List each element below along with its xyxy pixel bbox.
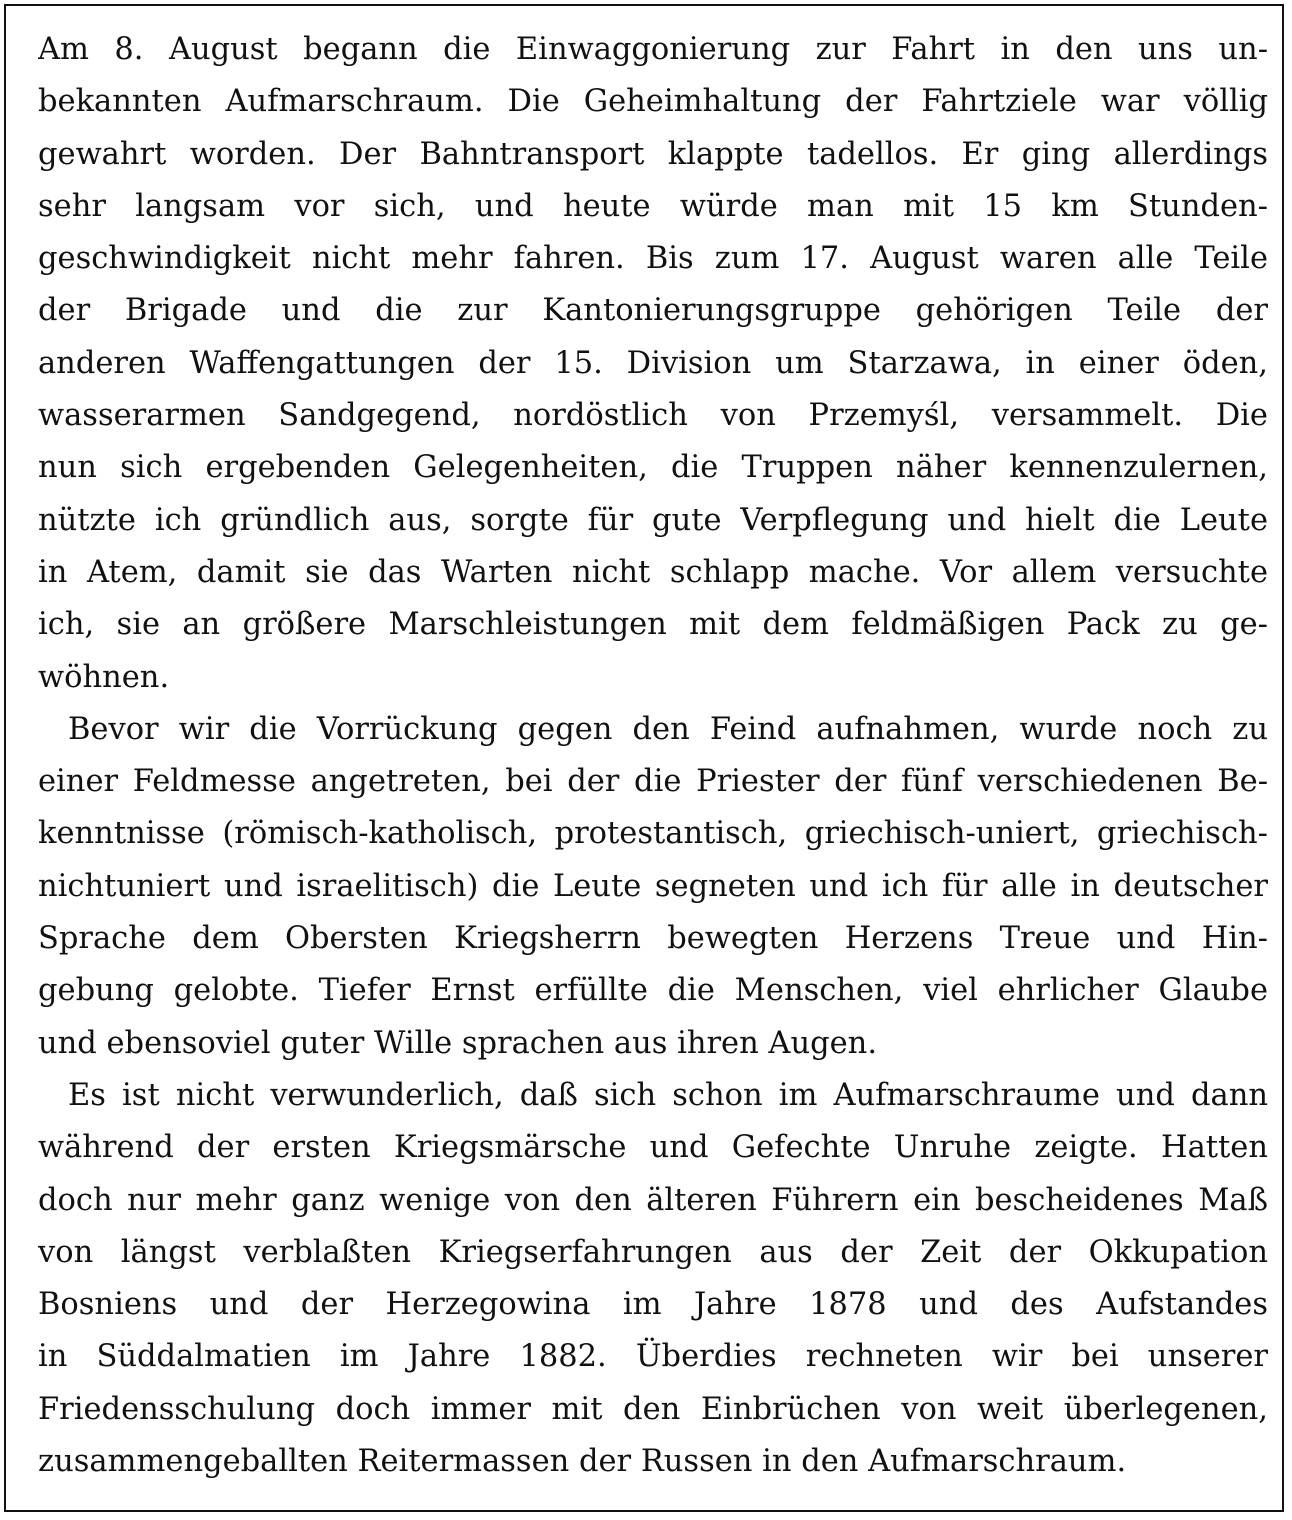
text-line: Bevor wir die Vorrückung gegen den Feind aufnahmen, wurde noch zu (68, 711, 1268, 747)
text-line: kenntnisse (römisch-katholisch, protestantisch, griechisch-uniert, griechisch- (38, 816, 1268, 852)
text-line: Es ist nicht verwunderlich, daß sich schon im Aufmarschraume und dann (68, 1077, 1268, 1113)
document-text (38, 24, 1268, 1488)
text-line: ich, sie an größere Marschleistungen mit dem feldmäßigen Pack zu ge- (38, 607, 1268, 643)
text-line: Am 8. August begann die Einwaggonierung zur Fahrt in den uns un- (38, 32, 1268, 67)
text-line: nützte ich gründlich aus, sorgte für gute Verpflegung und hielt die Leute (38, 502, 1268, 538)
paragraph-3 (38, 1070, 1268, 1488)
text-line: gewahrt worden. Der Bahntransport klappte tadellos. Er ging allerdings (38, 136, 1268, 172)
text-line: nun sich ergebenden Gelegenheiten, die Truppen näher kennenzulernen, (38, 450, 1268, 486)
text-line: während der ersten Kriegsmärsche und Gefechte Unruhe zeigte. Hatten (38, 1130, 1268, 1166)
text-line: zusammengeballten Reitermassen der Russen in den Aufmarschraum. (38, 1444, 1127, 1480)
text-line: nichtuniert und israelitisch) die Leute segneten und ich für alle in deutscher (38, 868, 1268, 904)
text-line: gebung gelobte. Tiefer Ernst erfüllte die Menschen, viel ehrlicher Glaube (38, 973, 1268, 1009)
text-line: Friedensschulung doch immer mit den Einbrüchen von weit überlegenen, (38, 1391, 1268, 1427)
text-line: sehr langsam vor sich, und heute würde man mit 15 km Stunden- (38, 188, 1268, 224)
text-line: doch nur mehr ganz wenige von den älteren Führern ein bescheidenes Maß (38, 1182, 1268, 1218)
paragraph-2 (38, 704, 1268, 1070)
text-line: in Atem, damit sie das Warten nicht schlapp mache. Vor allem versuchte (38, 554, 1268, 590)
text-line: anderen Waffengattungen der 15. Division um Starzawa, in einer öden, (38, 345, 1268, 381)
paragraph-1 (38, 24, 1268, 704)
text-line: von längst verblaßten Kriegserfahrungen aus der Zeit der Okkupation (38, 1234, 1268, 1270)
text-line: der Brigade und die zur Kantonierungsgruppe gehörigen Teile der (38, 293, 1268, 329)
text-line: geschwindigkeit nicht mehr fahren. Bis zum 17. August waren alle Teile (38, 241, 1268, 277)
page-frame (4, 4, 1284, 1512)
text-line: wöhnen. (38, 659, 170, 695)
text-line: einer Feldmesse angetreten, bei der die Priester der fünf verschiedenen Be- (38, 764, 1268, 800)
text-line: Bosniens und der Herzegowina im Jahre 1878 und des Aufstandes (38, 1287, 1268, 1323)
text-line: bekannten Aufmarschraum. Die Geheimhaltung der Fahrtziele war völlig (38, 84, 1268, 120)
text-line: in Süddalmatien im Jahre 1882. Überdies rechneten wir bei unserer (38, 1339, 1268, 1375)
text-line: wasserarmen Sandgegend, nordöstlich von Przemyśl, versammelt. Die (38, 398, 1268, 434)
text-line: Sprache dem Obersten Kriegsherrn bewegten Herzens Treue und Hin- (38, 921, 1268, 957)
text-line: und ebensoviel guter Wille sprachen aus ihren Augen. (38, 1025, 878, 1061)
